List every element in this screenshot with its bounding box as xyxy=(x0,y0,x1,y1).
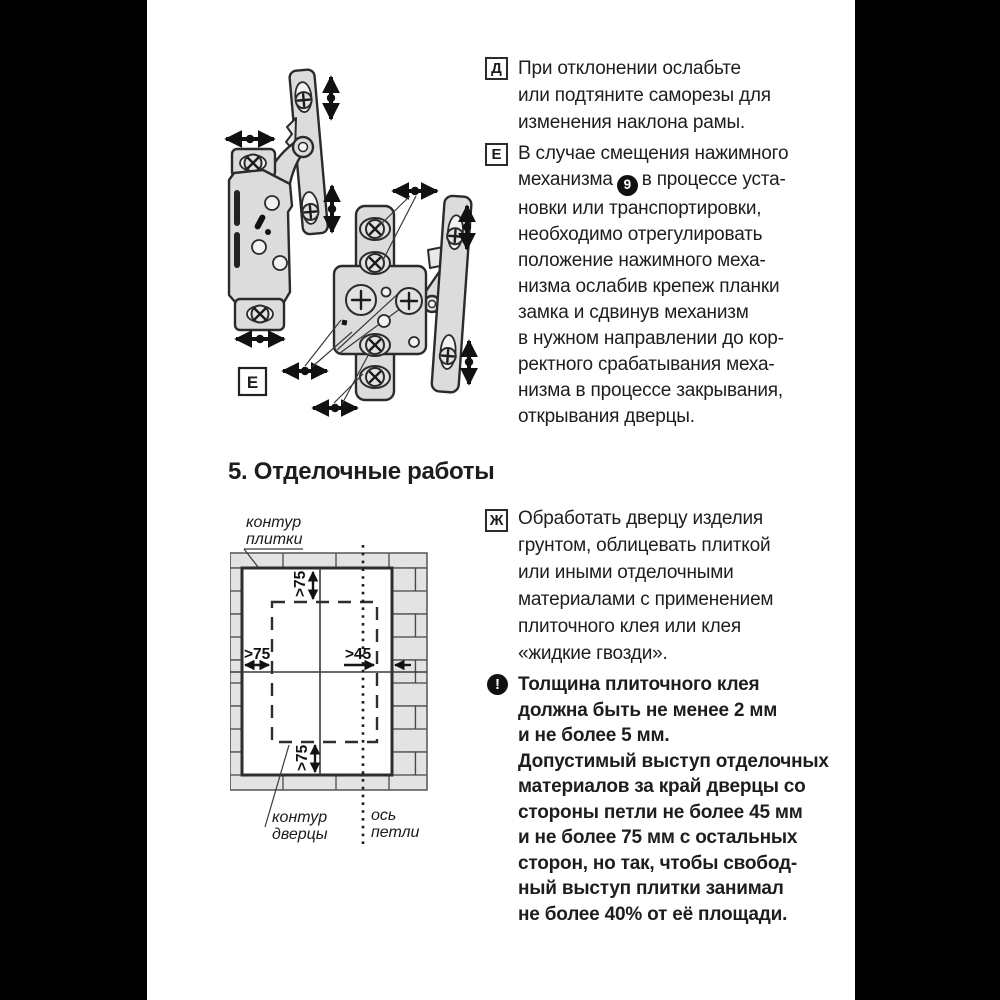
text-line: В случае смещения нажимного xyxy=(518,143,789,164)
text-line: положение нажимного меха- xyxy=(518,249,766,271)
text-line: Допустимый выступ отделочных xyxy=(518,750,829,772)
text-line: не более 40% от её площади. xyxy=(518,903,788,925)
text-line: низма ослабив крепеж планки xyxy=(518,275,780,297)
text-line: грунтом, облицевать плиткой xyxy=(518,535,771,556)
section-5-heading: 5. Отделочные работы xyxy=(228,458,495,485)
svg-text:плитки: плитки xyxy=(246,531,303,548)
text-fragment: механизма xyxy=(518,169,613,190)
section-d-marker: Д xyxy=(485,57,508,80)
dimension-label: >75 xyxy=(294,744,311,771)
section-zh-text xyxy=(518,505,773,667)
vertical-adjust-arrow xyxy=(328,186,336,232)
vertical-adjust-arrow xyxy=(327,77,335,119)
dimension-label: >75 xyxy=(292,570,309,597)
text-line: в нужном направлении до кор- xyxy=(518,327,784,349)
text-line: должна быть не менее 2 мм xyxy=(518,699,778,721)
text-line: Толщина плиточного клея xyxy=(518,674,760,695)
text-line: материалами с применением xyxy=(518,589,774,610)
svg-text:ось: ось xyxy=(371,807,397,824)
dimension-top xyxy=(292,570,313,599)
callout-9-badge: 9 xyxy=(617,175,638,196)
text-line: и не более 75 мм с остальных xyxy=(518,827,798,848)
step-e-marker-label: Е xyxy=(246,373,259,392)
text-line: необходимо отрегулировать xyxy=(518,223,763,245)
text-line: или иными отделочными xyxy=(518,562,734,583)
svg-text:контур: контур xyxy=(272,809,328,826)
text-line xyxy=(518,167,788,196)
dimension-bottom xyxy=(294,744,315,772)
dimension-label: >45 xyxy=(345,646,372,663)
svg-text:контур: контур xyxy=(246,514,302,531)
text-line: или подтяните саморезы для xyxy=(518,85,771,106)
text-line: плиточного клея или клея xyxy=(518,616,741,637)
text-line: стороны петли не более 45 мм xyxy=(518,801,803,823)
exclamation-icon: ! xyxy=(487,674,508,695)
tiling-diagram xyxy=(230,505,440,855)
text-line: При отклонении ослабьте xyxy=(518,58,741,79)
text-line: низма в процессе закрывания, xyxy=(518,379,783,401)
text-line: Обработать дверцу изделия xyxy=(518,508,764,529)
step-e-marker xyxy=(239,368,266,395)
section-e-marker: Е xyxy=(485,143,508,166)
text-line: сторон, но так, чтобы свобод- xyxy=(518,852,797,874)
text-line: замка и сдвинув механизм xyxy=(518,301,749,323)
hinge-axis-label xyxy=(371,807,420,841)
text-line: «жидкие гвозди». xyxy=(518,643,668,664)
section-zh-marker: Ж xyxy=(485,509,508,532)
text-line: и не более 5 мм. xyxy=(518,725,670,746)
manual-paper xyxy=(147,0,855,1000)
dimension-label: >75 xyxy=(244,646,271,663)
text-line: ректного срабатывания меха- xyxy=(518,353,775,375)
horizontal-adjust-arrow xyxy=(226,135,274,143)
warning-text xyxy=(518,672,829,927)
svg-text:петли: петли xyxy=(371,824,420,841)
horizontal-adjust-arrow xyxy=(236,335,284,343)
text-line: ный выступ плитки занимал xyxy=(518,878,784,899)
svg-text:дверцы: дверцы xyxy=(272,826,328,843)
hinge-adjustment-illustration xyxy=(170,50,500,440)
section-d-text xyxy=(518,55,771,136)
text-line: новки или транспортировки, xyxy=(518,197,762,219)
text-line: открывания дверцы. xyxy=(518,405,695,427)
text-fragment: в процессе уста- xyxy=(641,169,786,190)
text-line: материалов за край дверцы со xyxy=(518,776,806,797)
vertical-adjust-arrow xyxy=(465,341,473,384)
hinge-a-drawing xyxy=(226,69,336,343)
text-line: изменения наклона рамы. xyxy=(518,112,746,133)
dimension-left xyxy=(244,646,271,665)
section-e-text xyxy=(518,141,788,430)
